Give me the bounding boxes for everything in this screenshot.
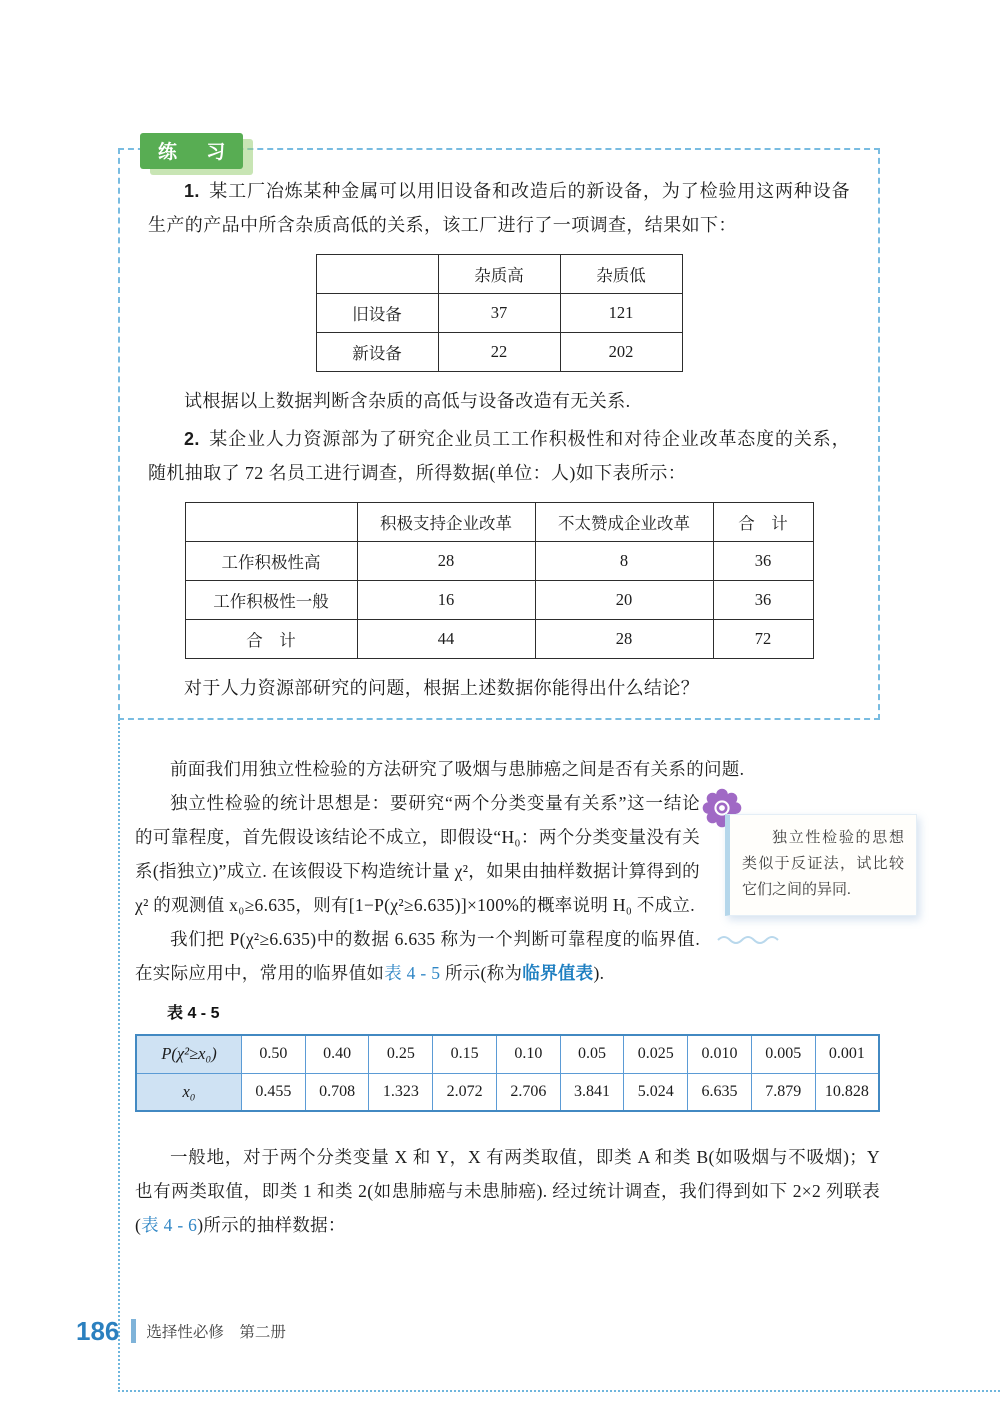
table-cell: 0.15 (433, 1035, 497, 1073)
table-cell: 0.708 (305, 1073, 369, 1111)
table-cell: 1.323 (369, 1073, 433, 1111)
critical-value-table (135, 1034, 880, 1112)
table-cell: 工作积极性高 (185, 542, 357, 581)
table-cell: 合 计 (713, 503, 813, 542)
table-cell: 6.635 (688, 1073, 752, 1111)
table-cell: 28 (535, 620, 713, 659)
table-row (316, 294, 682, 333)
table-cell: 0.40 (305, 1035, 369, 1073)
table-cell: 2.072 (433, 1073, 497, 1111)
table-cell: 积极支持企业改革 (357, 503, 535, 542)
table-cell: 旧设备 (316, 294, 438, 333)
table-4-5-reference: 表 4 - 5 (384, 963, 441, 983)
table-cell: 36 (713, 581, 813, 620)
problem2-number: 2. (184, 429, 200, 449)
problem1-text (148, 174, 850, 242)
table-cell: 杂质高 (438, 255, 560, 294)
table-row (185, 542, 813, 581)
table-row (185, 503, 813, 542)
page-number: 186 (76, 1316, 120, 1346)
paragraph-statistical-idea (135, 786, 904, 922)
table-row (185, 620, 813, 659)
table-4-5-caption: 表 4 - 5 (167, 1005, 220, 1022)
table-cell: 121 (560, 294, 682, 333)
impurity-table (316, 254, 683, 372)
table-cell: 0.005 (751, 1035, 815, 1073)
table-row (136, 1073, 879, 1111)
paragraph-intro: 前面我们用独立性检验的方法研究了吸烟与患肺癌之间是否有关系的问题. (170, 759, 745, 779)
exercise-box (118, 142, 880, 720)
table-cell: x₀ (136, 1073, 242, 1111)
critical-value-text-2: 所示(称为 (440, 963, 523, 983)
table-cell: 0.001 (815, 1035, 879, 1073)
sidenote-text: 独立性检验的思想类似于反证法，试比较它们之间的异同. (725, 814, 917, 916)
table-cell: 28 (357, 542, 535, 581)
footer-book-title: 选择性必修 第二册 (146, 1324, 286, 1341)
table-row (136, 1035, 879, 1073)
table-cell: 20 (535, 581, 713, 620)
table-cell: 202 (560, 333, 682, 372)
problem1-followup: 试根据以上数据判断含杂质的高低与设备改造有无关系. (184, 391, 631, 411)
table-cell: 0.50 (242, 1035, 306, 1073)
critical-value-text-3: ). (593, 963, 605, 983)
table-4-6-reference: 表 4 - 6 (141, 1215, 198, 1235)
table-cell: 工作积极性一般 (185, 581, 357, 620)
hr-survey-table (185, 502, 814, 659)
problem1-body: 某工厂冶炼某种金属可以用旧设备和改造后的新设备，为了检验用这两种设备生产的产品中所含杂质高低的关系，该工厂进行了一项调查，结果如下： (148, 181, 850, 235)
table-cell: 10.828 (815, 1073, 879, 1111)
table-cell: 16 (357, 581, 535, 620)
critical-value-text: 我们把 P(χ²≥6.635)中的数据 6.635 称为一个判断可靠程度的临界值. 在实际应用中，常用的临界值如 (135, 929, 700, 983)
table-cell: 44 (357, 620, 535, 659)
table-cell: 5.024 (624, 1073, 688, 1111)
table-cell: 0.25 (369, 1035, 433, 1073)
table-row (185, 581, 813, 620)
page-footer (76, 1316, 286, 1346)
paragraph-general-case (135, 1140, 880, 1242)
problem2-followup: 对于人力资源部研究的问题，根据上述数据你能得出什么结论？ (184, 678, 700, 698)
problem2-body: 某企业人力资源部为了研究企业员工工作积极性和对待企业改革态度的关系，随机抽取了 72 名员工进行调查，所得数据(单位：人)如下表所示： (148, 429, 850, 483)
table-cell: 22 (438, 333, 560, 372)
problem1-number: 1. (184, 181, 200, 201)
table-cell: 8 (535, 542, 713, 581)
table-cell: 杂质低 (560, 255, 682, 294)
table-cell: 0.455 (242, 1073, 306, 1111)
exercise-label: 练 习 (140, 133, 243, 169)
footer-divider-bar (131, 1319, 136, 1343)
critical-value-table-term: 临界值表 (522, 963, 594, 983)
table-cell: 37 (438, 294, 560, 333)
table-cell: 0.025 (624, 1035, 688, 1073)
table-cell: 36 (713, 542, 813, 581)
table-row (316, 333, 682, 372)
table-cell: 0.10 (496, 1035, 560, 1073)
table-cell (185, 503, 357, 542)
table-cell: 新设备 (316, 333, 438, 372)
squiggle-decoration (716, 934, 788, 946)
paragraph-statistical-idea-text: 独立性检验的统计思想是：要研究“两个分类变量有关系”这一结论的可靠程度，首先假设该结论不成立，即假设“H₀：两个分类变量没有关系(指独立)”成立. 在该假设下构造统计量 χ²，如果由抽样数据计算得到的 χ² 的观测值 x₀≥6.635，则有[1−P(χ²≥6.635)]×100%的概率说明 H₀ 不成立. (135, 793, 700, 915)
table-cell: 0.010 (688, 1035, 752, 1073)
table-cell: 7.879 (751, 1073, 815, 1111)
table-cell: 不太赞成企业改革 (535, 503, 713, 542)
table-cell (316, 255, 438, 294)
table-row (316, 255, 682, 294)
general-case-text-2: )所示的抽样数据： (197, 1215, 346, 1235)
table-cell: 0.05 (560, 1035, 624, 1073)
table-cell: 2.706 (496, 1073, 560, 1111)
sidenote-container (700, 786, 904, 946)
general-case-text: 一般地，对于两个分类变量 X 和 Y，X 有两类取值，即类 A 和类 B(如吸烟与不吸烟)；Y 也有两类取值，即类 1 和类 2(如患肺癌与未患肺癌). 经过统计调查，我们得到如下 2×2 列联表( (135, 1147, 880, 1235)
table-cell: 3.841 (560, 1073, 624, 1111)
table-cell: 合 计 (185, 620, 357, 659)
main-content (135, 752, 904, 1242)
problem2-text (148, 422, 850, 490)
table-cell: 72 (713, 620, 813, 659)
table-cell: P(χ²≥x₀) (136, 1035, 242, 1073)
